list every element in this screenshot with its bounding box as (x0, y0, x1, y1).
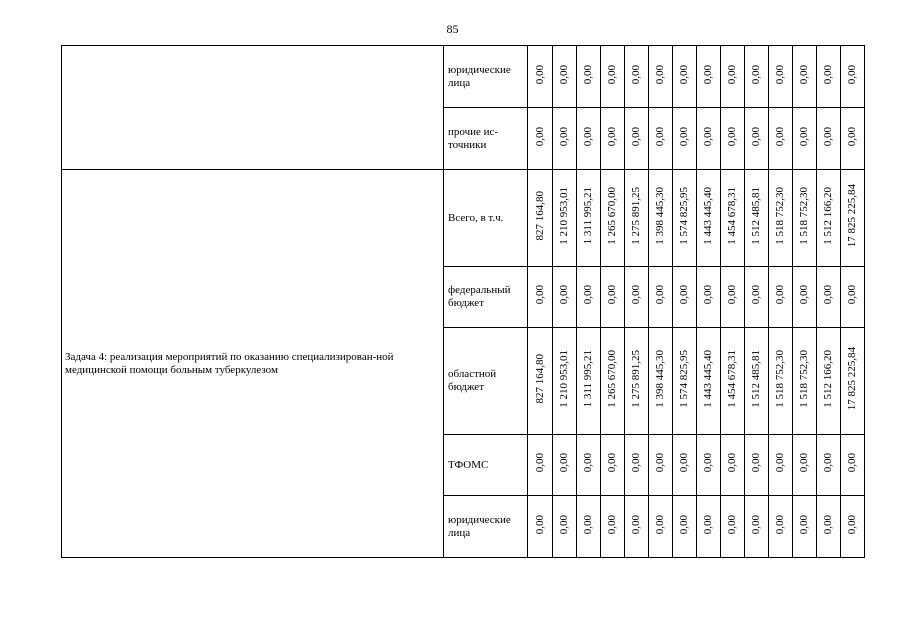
page-number: 85 (446, 22, 459, 36)
value-text: 0,00 (702, 285, 714, 305)
value-text: 1 265 670,00 (606, 187, 618, 245)
value-text: 0,00 (630, 453, 642, 473)
value-text: 0,00 (558, 285, 570, 305)
value-text: 0,00 (533, 64, 546, 85)
value-cell (528, 328, 553, 435)
value-text: 1 512 485,81 (750, 187, 762, 245)
value-cell (577, 267, 601, 328)
value-text: 0,00 (750, 453, 762, 473)
value-text: 1 210 953,01 (558, 187, 570, 245)
value-cell (673, 170, 697, 267)
value-cell (745, 170, 769, 267)
value-text: 0,00 (533, 453, 546, 473)
funding-source-cell: юридические лица (444, 496, 528, 558)
value-text: 0,00 (533, 514, 546, 535)
value-text: 1 512 166,20 (822, 350, 834, 408)
value-text: 1 443 445,40 (702, 187, 714, 245)
funding-source-cell: прочие ис-точники (444, 108, 528, 170)
value-text: 0,00 (606, 514, 618, 535)
value-text: 0,00 (606, 285, 618, 305)
value-cell (697, 267, 721, 328)
value-cell (817, 328, 841, 435)
value-cell (793, 496, 817, 558)
value-cell (793, 267, 817, 328)
value-text: 0,00 (822, 453, 834, 473)
value-cell (697, 108, 721, 170)
value-cell (817, 46, 841, 108)
value-text: 0,00 (750, 285, 762, 305)
value-cell (745, 46, 769, 108)
value-cell (577, 170, 601, 267)
table-row (62, 170, 865, 267)
value-cell (673, 267, 697, 328)
value-text: 1 210 953,01 (558, 350, 570, 408)
value-text: 1 512 166,20 (822, 187, 834, 245)
value-cell (673, 46, 697, 108)
value-text: 0,00 (630, 285, 642, 305)
value-text: 0,00 (822, 126, 834, 147)
value-cell (649, 496, 673, 558)
value-cell (601, 108, 625, 170)
value-text: 1 518 752,30 (798, 350, 810, 408)
value-cell (553, 496, 577, 558)
funding-source-cell: федеральный бюджет (444, 267, 528, 328)
value-cell (625, 108, 649, 170)
value-cell (553, 328, 577, 435)
value-text: 0,00 (558, 453, 570, 473)
value-cell (625, 170, 649, 267)
value-cell (649, 267, 673, 328)
value-text: 0,00 (846, 453, 858, 473)
value-text: 0,00 (750, 64, 762, 85)
value-cell (721, 496, 745, 558)
value-cell (841, 267, 865, 328)
value-text: 0,00 (533, 126, 546, 147)
value-cell (697, 496, 721, 558)
value-cell (769, 435, 793, 496)
value-text: 0,00 (846, 64, 858, 85)
value-text: 0,00 (678, 126, 690, 147)
value-cell (745, 108, 769, 170)
value-cell (697, 170, 721, 267)
value-text: 0,00 (846, 285, 858, 305)
value-cell (649, 435, 673, 496)
value-cell (697, 328, 721, 435)
value-text: 1 454 678,31 (726, 187, 738, 245)
value-text: 0,00 (678, 453, 690, 473)
value-text: 0,00 (774, 64, 786, 85)
budget-table (61, 45, 865, 558)
value-text: 0,00 (582, 514, 594, 535)
value-cell (649, 46, 673, 108)
value-text: 0,00 (654, 126, 666, 147)
value-cell (528, 46, 553, 108)
value-text: 0,00 (822, 285, 834, 305)
value-cell (649, 328, 673, 435)
value-cell (673, 496, 697, 558)
value-cell (528, 108, 553, 170)
funding-source-cell: Всего, в т.ч. (444, 170, 528, 267)
value-cell (577, 46, 601, 108)
value-text: 0,00 (630, 64, 642, 85)
value-text: 0,00 (558, 126, 570, 147)
value-cell (601, 496, 625, 558)
value-cell (577, 435, 601, 496)
value-text: 1 512 485,81 (750, 350, 762, 408)
value-text: 0,00 (654, 64, 666, 85)
value-text: 0,00 (630, 514, 642, 535)
value-cell (625, 328, 649, 435)
value-text: 0,00 (606, 453, 618, 473)
value-text: 0,00 (726, 64, 738, 85)
value-text: 1 454 678,31 (726, 350, 738, 408)
value-cell (841, 170, 865, 267)
value-cell (817, 496, 841, 558)
value-cell (817, 108, 841, 170)
value-cell (553, 46, 577, 108)
value-text: 0,00 (726, 453, 738, 473)
value-text: 0,00 (533, 285, 546, 305)
value-text: 17 825 225,84 (846, 347, 858, 411)
value-text: 0,00 (654, 453, 666, 473)
value-cell (793, 328, 817, 435)
value-text: 0,00 (630, 126, 642, 147)
value-text: 0,00 (702, 64, 714, 85)
value-text: 827 164,80 (533, 191, 546, 241)
value-cell (577, 328, 601, 435)
value-cell (769, 328, 793, 435)
value-cell (841, 435, 865, 496)
value-cell (721, 170, 745, 267)
value-cell (649, 108, 673, 170)
value-text: 0,00 (798, 285, 810, 305)
value-text: 1 443 445,40 (702, 350, 714, 408)
value-cell (793, 170, 817, 267)
value-cell (769, 46, 793, 108)
value-cell (601, 267, 625, 328)
value-text: 0,00 (798, 126, 810, 147)
value-text: 0,00 (750, 126, 762, 147)
value-text: 1 574 825,95 (678, 187, 690, 245)
value-text: 0,00 (726, 285, 738, 305)
value-text: 1 518 752,30 (774, 187, 786, 245)
value-text: 1 398 445,30 (654, 350, 666, 408)
value-cell (601, 46, 625, 108)
value-text: 0,00 (582, 453, 594, 473)
value-text: 0,00 (774, 514, 786, 535)
value-cell (721, 46, 745, 108)
value-cell (793, 435, 817, 496)
value-cell (601, 328, 625, 435)
value-cell (625, 46, 649, 108)
value-text: 0,00 (798, 453, 810, 473)
value-text: 0,00 (846, 514, 858, 535)
value-cell (528, 496, 553, 558)
value-text: 0,00 (726, 126, 738, 147)
value-text: 1 311 995,21 (582, 350, 594, 408)
value-text: 0,00 (678, 514, 690, 535)
table-row (62, 46, 865, 108)
value-text: 0,00 (558, 64, 570, 85)
value-cell (577, 496, 601, 558)
value-cell (841, 328, 865, 435)
value-cell (697, 435, 721, 496)
value-text: 1 398 445,30 (654, 187, 666, 245)
value-cell (769, 170, 793, 267)
value-cell (601, 435, 625, 496)
value-cell (625, 267, 649, 328)
value-text: 0,00 (702, 126, 714, 147)
value-cell (721, 435, 745, 496)
value-text: 1 275 891,25 (630, 187, 642, 245)
value-text: 0,00 (654, 514, 666, 535)
value-text: 0,00 (582, 126, 594, 147)
value-cell (553, 170, 577, 267)
value-text: 0,00 (582, 285, 594, 305)
value-text: 0,00 (582, 64, 594, 85)
value-text: 0,00 (822, 514, 834, 535)
value-cell (769, 267, 793, 328)
value-text: 1 518 752,30 (798, 187, 810, 245)
value-text: 0,00 (774, 126, 786, 147)
value-cell (745, 328, 769, 435)
value-cell (577, 108, 601, 170)
value-cell (673, 435, 697, 496)
task-4-label: Задача 4: реализация мероприятий по оказанию специализирован-ной медицинской помощи больным туберкулезом (62, 170, 444, 558)
value-cell (625, 496, 649, 558)
value-text: 0,00 (678, 285, 690, 305)
value-cell (817, 170, 841, 267)
value-cell (697, 46, 721, 108)
value-cell (817, 267, 841, 328)
task-cell-empty (62, 46, 444, 170)
value-text: 0,00 (558, 514, 570, 535)
value-cell (769, 108, 793, 170)
value-text: 0,00 (678, 64, 690, 85)
value-cell (769, 496, 793, 558)
value-text: 1 275 891,25 (630, 350, 642, 408)
value-cell (528, 435, 553, 496)
value-text: 0,00 (774, 285, 786, 305)
value-cell (745, 496, 769, 558)
value-text: 17 825 225,84 (846, 184, 858, 248)
value-text: 1 518 752,30 (774, 350, 786, 408)
value-cell (793, 108, 817, 170)
value-cell (721, 267, 745, 328)
value-cell (721, 328, 745, 435)
value-cell (528, 267, 553, 328)
value-text: 0,00 (726, 514, 738, 535)
value-text: 0,00 (798, 514, 810, 535)
value-cell (528, 170, 553, 267)
value-text: 0,00 (654, 285, 666, 305)
value-cell (601, 170, 625, 267)
value-cell (841, 46, 865, 108)
value-cell (673, 328, 697, 435)
value-text: 0,00 (606, 126, 618, 147)
value-cell (553, 435, 577, 496)
value-text: 0,00 (750, 514, 762, 535)
value-text: 0,00 (774, 453, 786, 473)
value-cell (649, 170, 673, 267)
value-text: 1 574 825,95 (678, 350, 690, 408)
value-text: 0,00 (702, 514, 714, 535)
value-text: 1 265 670,00 (606, 350, 618, 408)
value-cell (673, 108, 697, 170)
value-cell (721, 108, 745, 170)
value-text: 0,00 (798, 64, 810, 85)
funding-source-cell: ТФОМС (444, 435, 528, 496)
value-cell (745, 435, 769, 496)
value-cell (625, 435, 649, 496)
value-cell (841, 496, 865, 558)
value-text: 827 164,80 (533, 354, 546, 404)
value-cell (745, 267, 769, 328)
value-text: 0,00 (846, 126, 858, 147)
value-text: 1 311 995,21 (582, 187, 594, 245)
value-cell (841, 108, 865, 170)
value-cell (817, 435, 841, 496)
funding-source-cell: юридические лица (444, 46, 528, 108)
funding-source-cell: областной бюджет (444, 328, 528, 435)
value-text: 0,00 (822, 64, 834, 85)
value-cell (553, 267, 577, 328)
value-cell (793, 46, 817, 108)
value-cell (553, 108, 577, 170)
value-text: 0,00 (702, 453, 714, 473)
value-text: 0,00 (606, 64, 618, 85)
